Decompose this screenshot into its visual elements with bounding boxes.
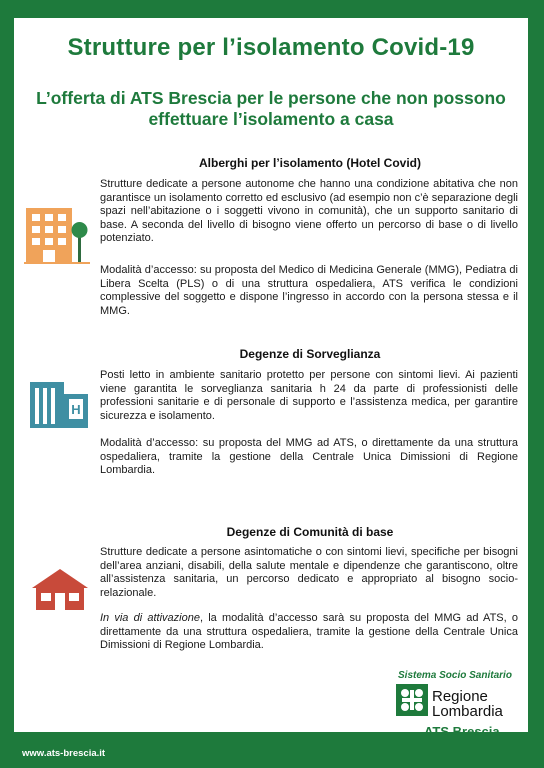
section-title-community: Degenze di Comunità di base	[226, 525, 394, 539]
section-title-surveillance: Degenze di Sorveglianza	[239, 347, 381, 361]
region-line-2: Lombardia	[432, 703, 503, 720]
community-description: Strutture dedicate a persone asintomatiche o con sintomi lievi, specifiche per bisogni dell’area anziani, disabili, della salute mentale e dipendenze che garantiscono, oltre all’assistenza sanitaria, un percorso dedicato e appropriato al bisogno socio-relazionale.	[100, 546, 518, 599]
hospital-icon	[28, 380, 90, 430]
hotel-access: Modalità d’accesso: su proposta del Medico di Medicina Generale (MMG), Pediatra di Libera Scelta (PLS) o di una struttura ospedaliera, ATS verifica le condizioni complessive del soggetto e dispone l’ingresso in accordo con la persona stessa e il MMG.	[100, 264, 518, 317]
page-subtitle: L’offerta di ATS Brescia per le persone che non possono effettuare l’isolamento a casa	[36, 88, 506, 129]
hotel-icon	[24, 202, 90, 266]
hotel-description: Strutture dedicate a persone autonome che hanno una condizione abitativa che non garantisce un isolamento corretto ed esclusivo (ad esempio non c’è separazione degli spazi nell’abitazione o i soggetti vivono in comunità), che un supporto sanitario di base. A seconda del livello di bisogno viene offerto un percorso di base o di livello potenziato.	[100, 178, 518, 245]
page-title: Strutture per l’isolamento Covid-19	[67, 34, 475, 61]
regione-lombardia-wordmark	[432, 689, 503, 719]
house-icon	[30, 566, 90, 612]
system-label: Sistema Socio Sanitario	[398, 670, 512, 681]
section-title-hotel: Alberghi per l’isolamento (Hotel Covid)	[198, 156, 422, 170]
regione-lombardia-logo-icon	[396, 684, 428, 716]
ats-brescia-label: ATS Brescia	[424, 724, 500, 739]
surveillance-description: Posti letto in ambiente sanitario protetto per persone con sintomi lievi. Ai pazienti viene garantita le sorveglianza sanitaria h 24 da parte di professionisti delle professioni sanitarie e di personale di supporto e l’assistenza medica, per garantire sicurezza e isolamento.	[100, 369, 518, 422]
svg-text:H: H	[71, 402, 81, 417]
website-link[interactable]: www.ats-brescia.it	[22, 748, 106, 759]
community-access-status: In via di attivazione	[100, 612, 200, 624]
region-line-1: Regione	[432, 688, 488, 705]
community-access-text: , la modalità d’accesso sarà su proposta del MMG ad ATS, o direttamente da una struttura ospedaliera, tramite la gestione della Centrale Unica Dimissioni di Regione Lombardia.	[100, 612, 518, 652]
community-access	[100, 612, 518, 653]
poster	[14, 18, 528, 739]
surveillance-access: Modalità d’accesso: su proposta del MMG ad ATS, o direttamente da una struttura ospedaliera, tramite la gestione della Centrale Unica Dimissioni di Regione Lombardia.	[100, 437, 518, 477]
